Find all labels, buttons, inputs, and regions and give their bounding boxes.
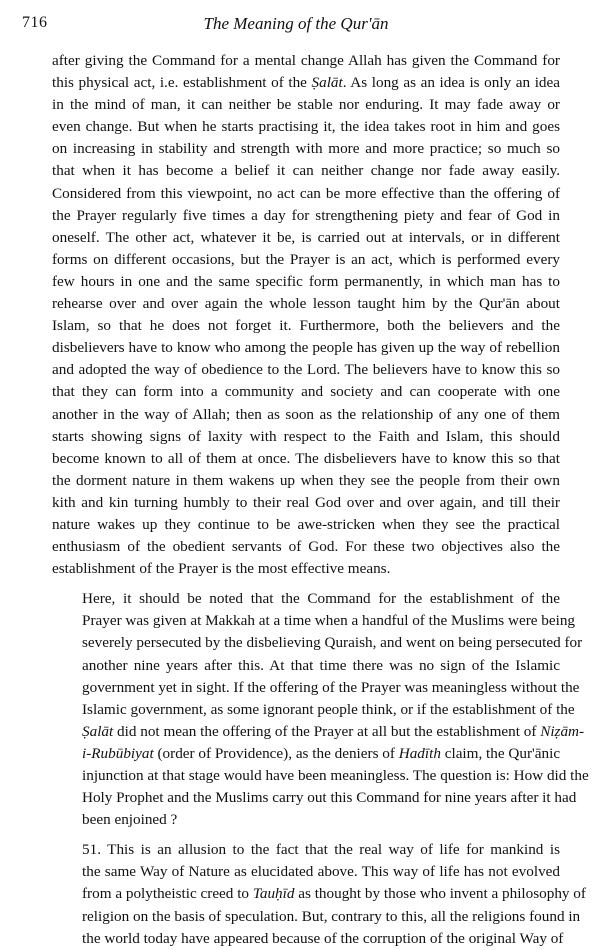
- text-line: [52, 138, 560, 160]
- text-line: [52, 293, 560, 315]
- text-line: [52, 205, 560, 227]
- text-line: [52, 227, 560, 249]
- page-number: 716: [22, 14, 48, 31]
- text-segment: that when it has become a belief it can neither change nor fade away easily.: [52, 162, 560, 180]
- text-line: [52, 765, 589, 787]
- text-segment: enthusiasm of the obedient servants of God. For these two objectives also the: [52, 538, 560, 556]
- text-line: [52, 381, 560, 403]
- text-segment: from a polytheistic creed to: [82, 885, 253, 903]
- text-segment: the world today have appeared because of the corruption of the original Way of: [82, 929, 564, 947]
- text-line: [52, 588, 560, 610]
- paragraph: [52, 839, 586, 949]
- page-header: [22, 14, 570, 38]
- text-segment: the dorment nature in them wakens up when they see the people from their own: [52, 471, 560, 489]
- body-text: [52, 50, 589, 950]
- text-line: [52, 404, 560, 426]
- text-line: [52, 448, 560, 470]
- text-segment: Considered from this viewpoint, no act can be more effective than the offering of: [52, 184, 560, 202]
- text-line: [52, 160, 560, 182]
- text-segment: disbelievers have to know who among the people has given up the way of rebellion: [52, 339, 560, 357]
- text-line: [52, 50, 560, 72]
- italic-term: Tauḥīd: [252, 885, 295, 903]
- text-segment: establishment of the Prayer is the most effective means.: [52, 560, 391, 578]
- text-line: [52, 249, 560, 271]
- text-segment: been enjoined ?: [82, 811, 178, 829]
- italic-term: Niẓām-: [540, 722, 585, 740]
- text-segment: as thought by those who invent a philosophy of: [294, 885, 586, 903]
- text-segment: forms on different occasions, but the Prayer is an act, which is performed every: [52, 250, 560, 268]
- text-segment: . As long as an idea is only an idea: [342, 74, 560, 92]
- text-segment: injunction at that stage would have been meaningless. The question is: How did the: [82, 767, 589, 784]
- paragraph: [52, 50, 560, 580]
- text-line: [52, 558, 560, 580]
- text-line: [52, 426, 560, 448]
- text-line: [52, 337, 560, 359]
- italic-term: Ṣalāt: [311, 74, 343, 92]
- text-line: [52, 536, 560, 558]
- text-line: [52, 699, 575, 721]
- text-line: [52, 861, 560, 883]
- text-segment: Islamic government, as some ignorant people think, or if the establishment of the: [82, 700, 575, 718]
- text-line: [52, 183, 560, 205]
- text-segment: Prayer was given at Makkah at a time when a handful of the Muslims were being: [82, 612, 576, 630]
- text-segment: become known to all of them at once. The disbelievers have to know this so that: [52, 449, 560, 467]
- text-segment: in the mind of man, it can neither be stable nor enduring. It may fade away or: [52, 96, 560, 114]
- text-segment: even change. But when he starts practising it, the idea takes root in him and goes: [52, 118, 560, 136]
- text-segment: and adopted the way of obedience to the Lord. The believers have to know this so: [52, 361, 560, 379]
- text-line: [52, 72, 560, 94]
- text-segment: few hours in one and the same specific form permanently, in which man has to: [52, 272, 560, 290]
- text-segment: did not mean the offering of the Prayer at all but the establishment of: [113, 722, 541, 740]
- text-line: [52, 839, 560, 861]
- italic-term: Hadīth: [398, 744, 441, 762]
- text-line: [52, 787, 577, 809]
- text-line: [52, 492, 560, 514]
- text-line: [52, 906, 581, 928]
- italic-term: i-Rubūbiyat: [82, 744, 154, 762]
- text-segment: that they can form into a community and society and can cooperate with one: [52, 383, 560, 401]
- text-line: [52, 610, 576, 632]
- text-line: [52, 470, 560, 492]
- italic-term: Ṣalāt: [82, 722, 114, 740]
- text-segment: Holy Prophet and the Muslims carry out this Command for nine years after it had: [82, 789, 577, 807]
- text-segment: the Prayer regularly five times a day for strengthening piety and fear of God in: [52, 206, 560, 224]
- text-segment: this physical act, i.e. establishment of the: [52, 74, 312, 92]
- text-segment: nature wakes up they continue to be awe-stricken when they see the practical: [52, 515, 560, 533]
- text-line: [52, 743, 560, 765]
- text-line: [52, 94, 560, 116]
- text-line: [52, 809, 560, 831]
- text-segment: religion on the basis of speculation. But, contrary to this, all the religions found in: [82, 907, 581, 925]
- text-segment: another in the way of Allah; then as soon as the relationship of any one of them: [52, 405, 560, 423]
- text-segment: the same Way of Nature as elucidated above. This way of life has not evolved: [82, 863, 560, 881]
- text-segment: Here, it should be noted that the Command for the establishment of the: [82, 590, 560, 608]
- text-line: [52, 928, 564, 950]
- text-segment: starts showing signs of laxity with respect to the Faith and Islam, this should: [52, 427, 560, 445]
- running-title: The Meaning of the Qur'ān: [203, 14, 389, 33]
- text-segment: Islam, so that he does not forget it. Furthermore, both the believers and the: [52, 317, 560, 335]
- text-segment: after giving the Command for a mental change Allah has given the Command for: [52, 52, 560, 69]
- text-line: [52, 883, 586, 905]
- text-line: [52, 359, 560, 381]
- text-segment: 51. This is an allusion to the fact that the real way of life for mankind is: [82, 841, 560, 859]
- text-segment: (order of Providence), as the deniers of: [153, 744, 399, 762]
- text-line: [52, 655, 560, 677]
- text-line: [52, 632, 583, 654]
- text-line: [52, 721, 585, 743]
- text-segment: on increasing in stability and strength with more and more practice; so much so: [52, 140, 560, 158]
- text-line: [52, 271, 560, 293]
- text-line: [52, 677, 580, 699]
- text-segment: severely persecuted by the disbelieving Quraish, and went on being persecuted for: [82, 634, 583, 652]
- text-line: [52, 315, 560, 337]
- text-line: [52, 514, 560, 536]
- text-segment: government yet in sight. If the offering of the Prayer was meaningless without the: [82, 678, 580, 696]
- text-segment: another nine years after this. At that time there was no sign of the Islamic: [82, 656, 560, 674]
- text-segment: rehearse over and over again the whole lesson taught him by the Qur'ān about: [52, 295, 560, 313]
- text-segment: kith and kin turning humbly to their real God over and over again, and till their: [52, 493, 560, 511]
- text-segment: claim, the Qur'ānic: [440, 744, 561, 762]
- paragraph: [52, 588, 589, 831]
- text-segment: oneself. The other act, whatever it be, is carried out at intervals, or in different: [52, 228, 560, 246]
- text-line: [52, 116, 560, 138]
